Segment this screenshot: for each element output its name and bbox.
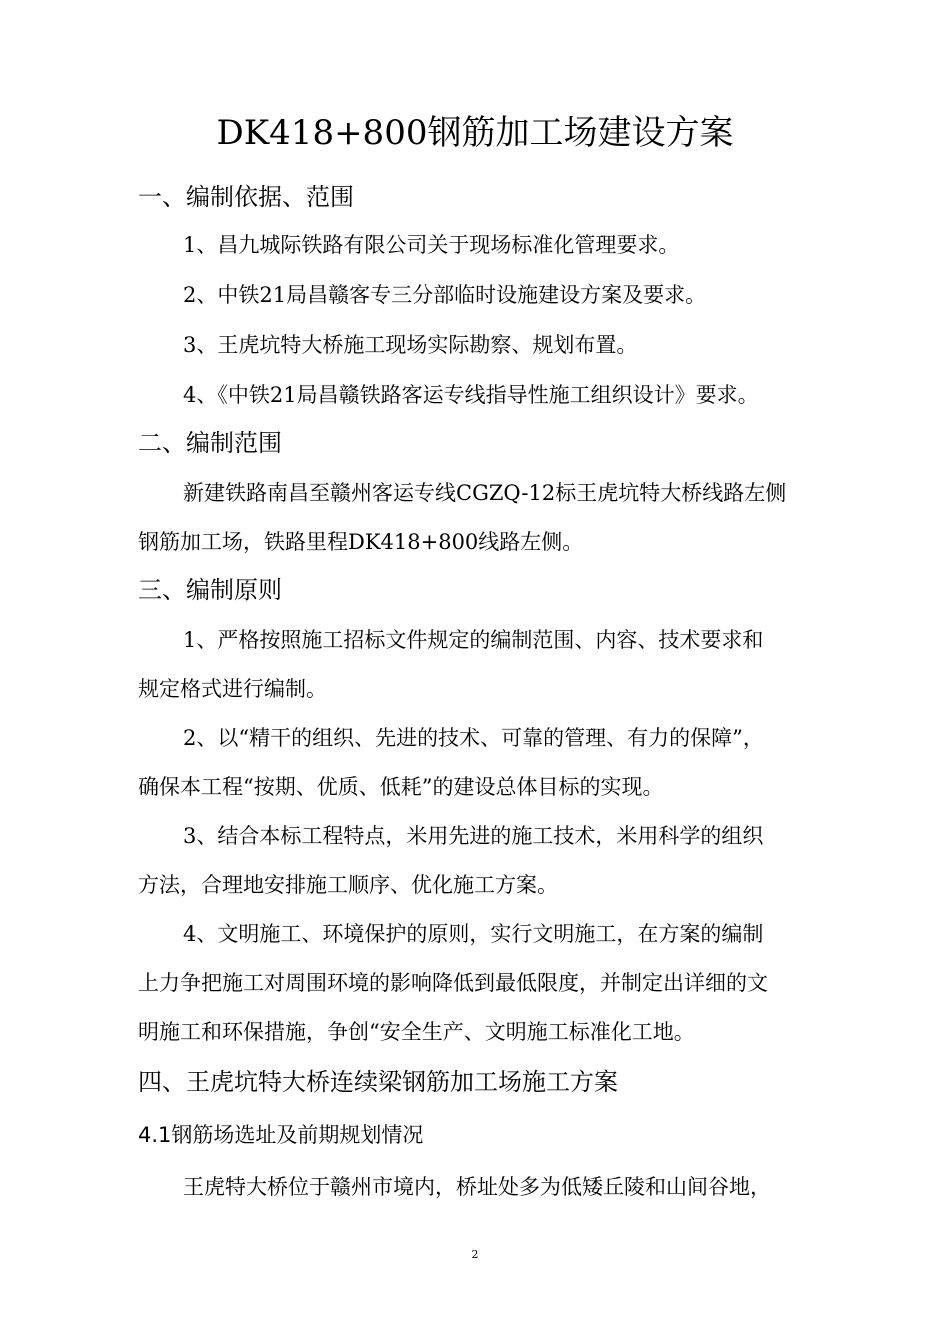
paragraph: 4、《中铁21局昌赣铁路客运专线指导性施工组织设计》要求。 bbox=[183, 383, 759, 407]
section-heading-3: 三、编制原则 bbox=[138, 576, 282, 604]
paragraph-line: 确保本工程“按期、优质、低耗”的建设总体目标的实现。 bbox=[138, 775, 664, 799]
paragraph-line: 1、严格按照施工招标文件规定的编制范围、内容、技术要求和 bbox=[183, 628, 764, 652]
paragraph-line: 明施工和环保措施，争创“安全生产、文明施工标准化工地。 bbox=[138, 1020, 695, 1044]
paragraph-line: 规定格式进行编制。 bbox=[138, 677, 327, 701]
paragraph: 2、中铁21局昌赣客专三分部临时设施建设方案及要求。 bbox=[183, 283, 707, 307]
paragraph: 1、昌九城际铁路有限公司关于现场标准化管理要求。 bbox=[183, 233, 680, 257]
paragraph-line: 上力争把施工对周围环境的影响降低到最低限度，并制定出详细的文 bbox=[138, 971, 768, 995]
paragraph-line: 3、结合本标工程特点，米用先进的施工技术，米用科学的组织 bbox=[183, 824, 764, 848]
paragraph-line: 王虎特大桥位于赣州市境内，桥址处多为低矮丘陵和山间谷地， bbox=[183, 1175, 771, 1199]
document-title: DK418+800钢筋加工场建设方案 bbox=[216, 113, 734, 153]
page-number: 2 bbox=[471, 1248, 479, 1261]
subsection-heading: 4.1钢筋场选址及前期规划情况 bbox=[138, 1123, 424, 1147]
paragraph: 3、王虎坑特大桥施工现场实际勘察、规划布置。 bbox=[183, 333, 638, 357]
paragraph-line: 方法，合理地安排施工顺序、优化施工方案。 bbox=[138, 873, 558, 897]
paragraph-line: 2、以“精干的组织、先进的技术、可靠的管理、有力的保障”， bbox=[183, 726, 764, 750]
section-heading-1: 一、编制依据、范围 bbox=[138, 183, 354, 211]
section-heading-4: 四、王虎坑特大桥连续梁钢筋加工场施工方案 bbox=[138, 1068, 618, 1096]
paragraph-line: 钢筋加工场，铁路里程DK418+800线路左侧。 bbox=[138, 530, 584, 554]
section-heading-2: 二、编制范围 bbox=[138, 429, 282, 457]
paragraph-line: 新建铁路南昌至赣州客运专线CGZQ-12标王虎坑特大桥线路左侧 bbox=[183, 481, 787, 505]
paragraph-line: 4、文明施工、环境保护的原则，实行文明施工，在方案的编制 bbox=[183, 922, 764, 946]
